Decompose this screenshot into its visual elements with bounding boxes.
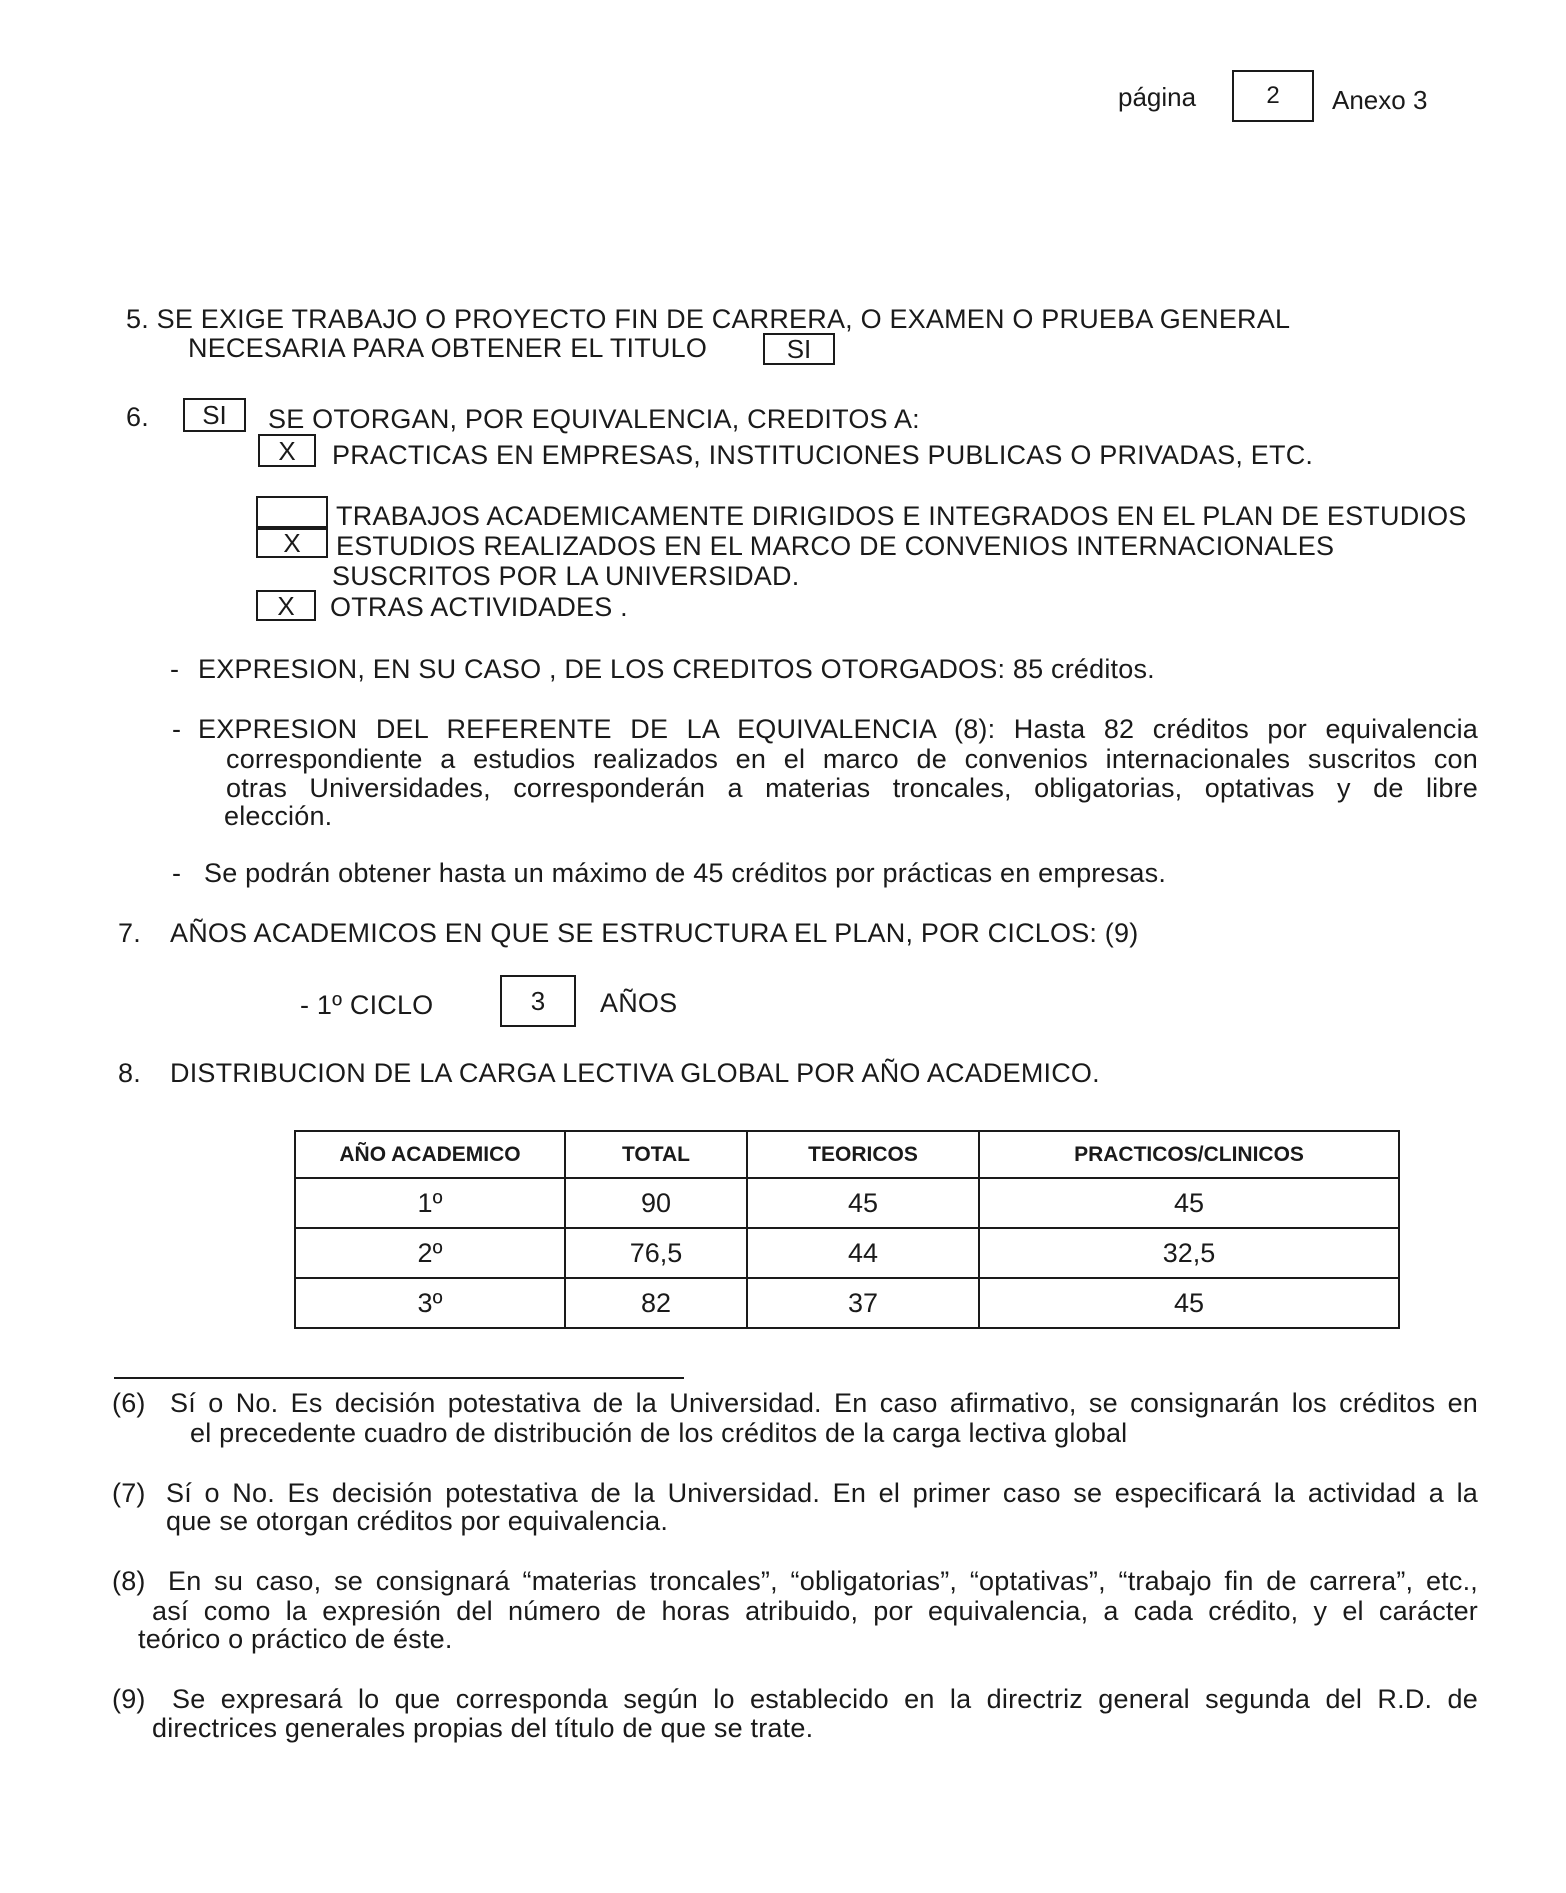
expression-credits: EXPRESION, EN SU CASO , DE LOS CREDITOS OTORGADOS: 85 créditos. xyxy=(198,654,1155,684)
footnote-6-line2: el precedente cuadro de distribución de los créditos de la carga lectiva global xyxy=(190,1418,1128,1448)
option-checkbox-otras: X xyxy=(256,590,316,621)
option-checkbox-estudios: X xyxy=(256,528,328,558)
item8-title: DISTRIBUCION DE LA CARGA LECTIVA GLOBAL POR AÑO ACADEMICO. xyxy=(170,1058,1100,1088)
item6-answer-box: SI xyxy=(183,398,246,432)
cell-year: 3º xyxy=(295,1278,565,1328)
cell-practical: 45 xyxy=(979,1178,1399,1228)
cell-year: 2º xyxy=(295,1228,565,1278)
footnote-6-line1: Sí o No. Es decisión potestativa de la Universidad. En caso afirmativo, se consignarán los créditos en xyxy=(170,1388,1478,1418)
footnote-9-label: (9) xyxy=(112,1684,146,1714)
referent-line1: EXPRESION DEL REFERENTE DE LA EQUIVALENCIA (8): Hasta 82 créditos por equivalencia xyxy=(198,714,1478,744)
item6-title: SE OTORGAN, POR EQUIVALENCIA, CREDITOS A: xyxy=(268,404,920,434)
footnote-9-line1: Se expresará lo que corresponda según lo establecido en la directriz general segunda del R.D. de xyxy=(172,1684,1478,1714)
practices-note: Se podrán obtener hasta un máximo de 45 créditos por prácticas en empresas. xyxy=(204,858,1167,888)
option-text-estudios: ESTUDIOS REALIZADOS EN EL MARCO DE CONVENIOS INTERNACIONALES xyxy=(336,531,1335,561)
years-label: AÑOS xyxy=(600,988,678,1018)
item7-title: AÑOS ACADEMICOS EN QUE SE ESTRUCTURA EL PLAN, POR CICLOS: (9) xyxy=(170,918,1139,948)
dash-practices: - xyxy=(172,858,182,888)
cell-theoretical: 37 xyxy=(747,1278,979,1328)
annex-label: Anexo 3 xyxy=(1332,85,1428,115)
option-text-practicas: PRACTICAS EN EMPRESAS, INSTITUCIONES PUBLICAS O PRIVADAS, ETC. xyxy=(332,440,1314,470)
footnote-7-label: (7) xyxy=(112,1478,146,1508)
footnote-8-line3: teórico o práctico de éste. xyxy=(138,1624,453,1654)
dash-referent: - xyxy=(172,714,182,744)
footnote-6-label: (6) xyxy=(112,1388,146,1418)
footnote-8-line2: así como la expresión del número de horas atribuido, por equivalencia, a cada crédito, y el carácter xyxy=(152,1596,1478,1626)
item6-number: 6. xyxy=(126,402,149,432)
footnote-8-label: (8) xyxy=(112,1566,146,1596)
page-label: página xyxy=(1118,82,1197,112)
cell-total: 76,5 xyxy=(565,1228,747,1278)
header-theoretical: TEORICOS xyxy=(747,1131,979,1178)
referent-line3: otras Universidades, corresponderán a materias troncales, obligatorias, optativas y de libre xyxy=(226,773,1478,803)
cycle-label: - 1º CICLO xyxy=(300,990,434,1020)
header-year: AÑO ACADEMICO xyxy=(295,1131,565,1178)
cell-theoretical: 45 xyxy=(747,1178,979,1228)
header-practical: PRACTICOS/CLINICOS xyxy=(979,1131,1399,1178)
cycle-years-box: 3 xyxy=(500,975,576,1027)
cell-total: 82 xyxy=(565,1278,747,1328)
item8-number: 8. xyxy=(118,1058,141,1088)
item5-answer-box: SI xyxy=(763,333,835,365)
option-text-estudios-cont: SUSCRITOS POR LA UNIVERSIDAD. xyxy=(332,561,800,591)
referent-line4: elección. xyxy=(224,801,333,831)
dash-credits: - xyxy=(170,654,180,684)
cell-total: 90 xyxy=(565,1178,747,1228)
cell-practical: 45 xyxy=(979,1278,1399,1328)
table-row xyxy=(295,1228,1399,1278)
option-checkbox-practicas: X xyxy=(258,434,316,467)
option-text-otras: OTRAS ACTIVIDADES . xyxy=(330,592,628,622)
item7-number: 7. xyxy=(118,918,141,948)
header-total: TOTAL xyxy=(565,1131,747,1178)
cell-practical: 32,5 xyxy=(979,1228,1399,1278)
option-text-trabajos: TRABAJOS ACADEMICAMENTE DIRIGIDOS E INTEGRADOS EN EL PLAN DE ESTUDIOS xyxy=(336,501,1467,531)
footnote-7-line2: que se otorgan créditos por equivalencia. xyxy=(166,1506,669,1536)
option-checkbox-trabajos xyxy=(256,496,328,528)
footnote-7-line1: Sí o No. Es decisión potestativa de la Universidad. En el primer caso se especificará la actividad a la xyxy=(166,1478,1478,1508)
table-row xyxy=(295,1178,1399,1228)
footnote-9-line2: directrices generales propias del título de que se trate. xyxy=(152,1713,814,1743)
load-distribution-table xyxy=(294,1130,1400,1329)
table-header-row xyxy=(295,1131,1399,1178)
item5-line2: NECESARIA PARA OBTENER EL TITULO xyxy=(188,333,708,363)
footnote-separator xyxy=(114,1377,684,1379)
footnote-8-line1: En su caso, se consignará “materias troncales”, “obligatorias”, “optativas”, “trabajo fin de carrera”, etc., xyxy=(168,1566,1478,1596)
page-number-box: 2 xyxy=(1232,70,1314,122)
table-row xyxy=(295,1278,1399,1328)
cell-year: 1º xyxy=(295,1178,565,1228)
cell-theoretical: 44 xyxy=(747,1228,979,1278)
item5-line1: 5. SE EXIGE TRABAJO O PROYECTO FIN DE CARRERA, O EXAMEN O PRUEBA GENERAL xyxy=(126,304,1291,334)
referent-line2: correspondiente a estudios realizados en el marco de convenios internacionales suscritos con xyxy=(226,744,1478,774)
